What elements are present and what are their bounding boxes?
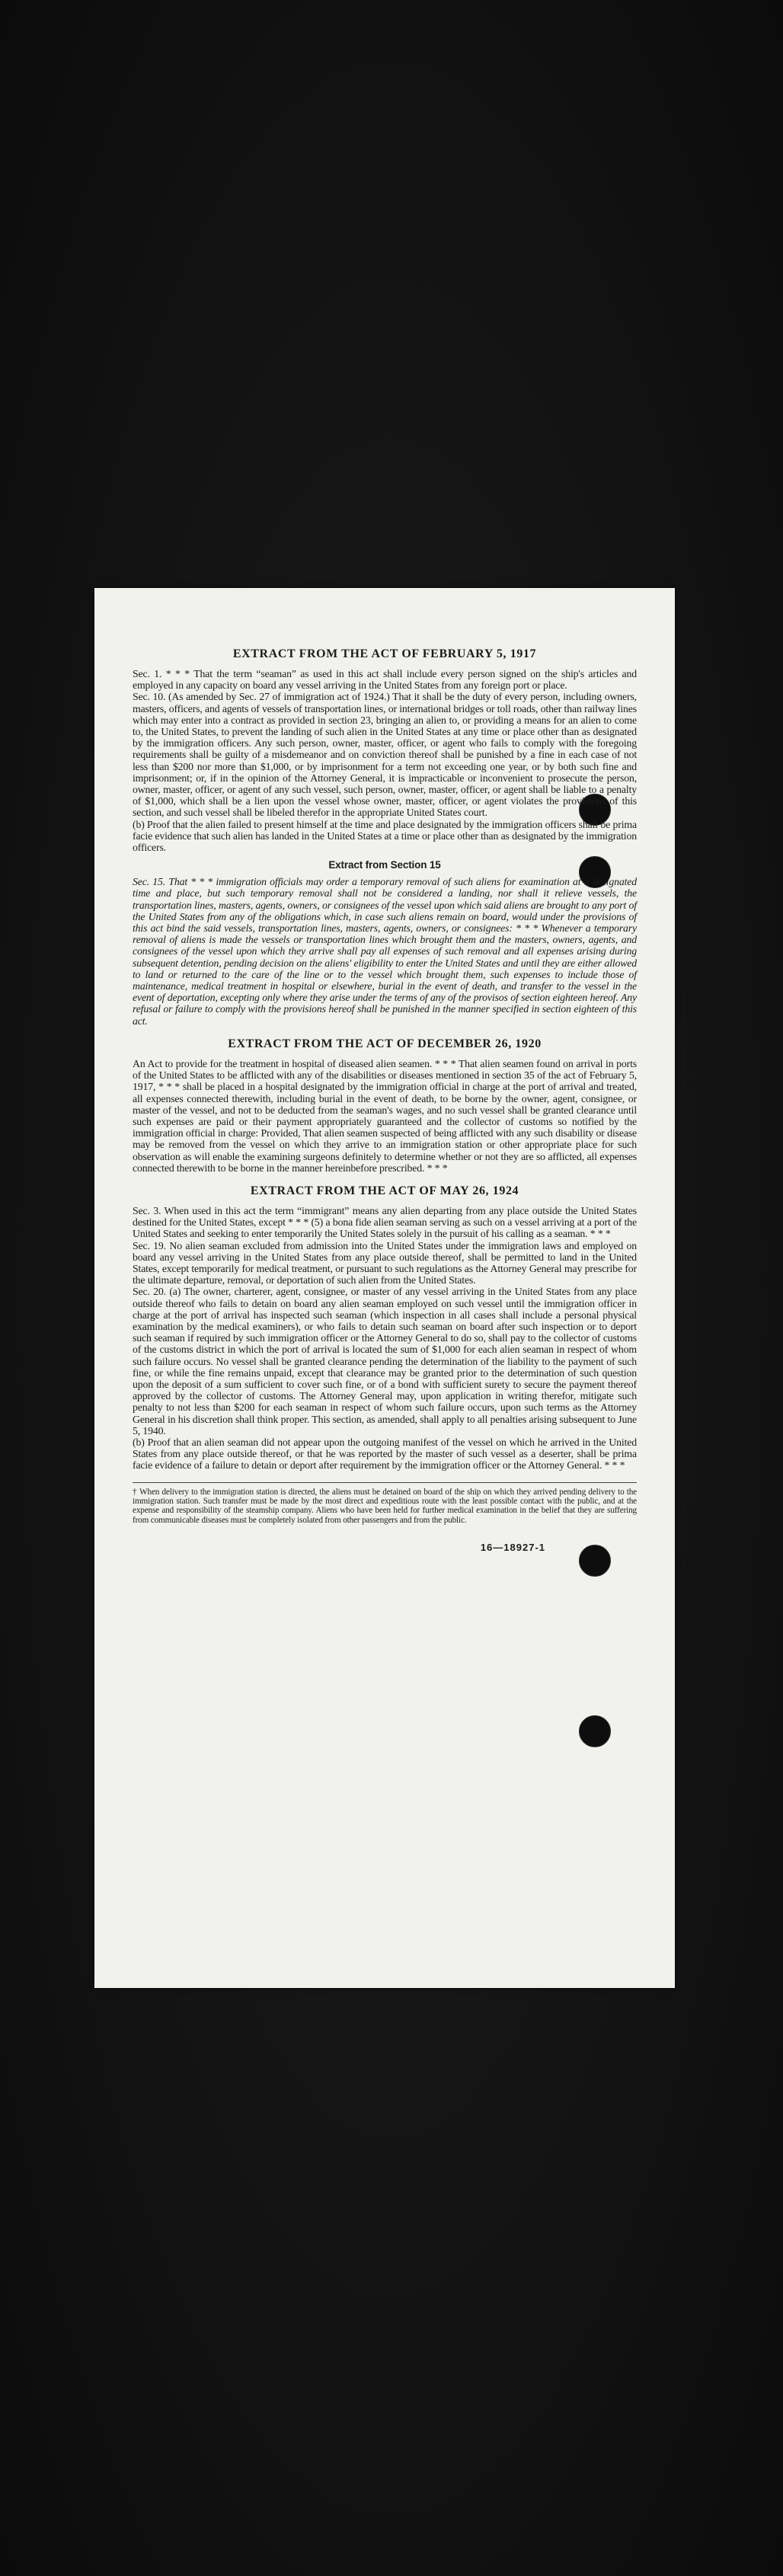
paragraph-sec-1: Sec. 1. * * * That the term “seaman” as used in this act shall include every person signed on the ship's articles and employed in any capacity on board any vessel arriving in the United States from any foreign port or place. — [133, 668, 637, 692]
document-body — [133, 647, 637, 1553]
footnote: † When delivery to the immigration station is directed, the aliens must be detained on board of the ship on which they arrived pending delivery to the immigration station. Such transfer must be made by the most direct and expeditious route with the least possible contact with the public, and at the expense and responsibility of the steamship company. Aliens who have been held for further medical examination in the belief that they are suffering from communicable diseases must be completely isolated from other passengers and from the public. — [133, 1482, 637, 1526]
paragraph-sec-20-b: (b) Proof that an alien seaman did not appear upon the outgoing manifest of the vessel on which he arrived in the United States from any place outside thereof, or that he was reported by the master of such vessel as a deserter, shall be prima facie evidence of a failure to detain or deport after requirement by the immigration officer or the Attorney General. * * * — [133, 1436, 637, 1472]
paragraph-sec-20: Sec. 20. (a) The owner, charterer, agent, consignee, or master of any vessel arriving in the United States from any place outside thereof who fails to detain on board any alien seaman employed on such vessel until the immigration officer in charge at the port of arrival has inspected such seaman (which inspection in all cases shall include a personal physical examination by the medical examiners), or who fails to detain such seaman on board after such inspection or to deport such seaman if required by such immigration officer or the Attorney General to do so, shall pay to the collector of customs of the customs district in which the port of arrival is located the sum of $1,000 for each alien seaman in respect of whom such failure occurs. No vessel shall be granted clearance pending the determination of the liability to the payment of such fine, or while the fine remains unpaid, except that clearance may be granted prior to the determination of such question upon the deposit of a sum sufficient to cover such fine, or of a bond with sufficient surety to secure the payment thereof approved by the collector of customs. The Attorney General may, upon application in writing therefor, mitigate such penalty to not less than $200 for each seaman in respect of whom such failure occurs, upon such terms as the Attorney General in his discretion shall think proper. This section, as amended, shall apply to all penalties arising subsequent to June 5, 1940. — [133, 1286, 637, 1437]
paragraph-sec-10: Sec. 10. (As amended by Sec. 27 of immigration act of 1924.) That it shall be the duty of every person, including owners, masters, officers, and agents of vessels of transportation lines, or international bridges or toll roads, other than railway lines which may enter into a contract as provided in section 23, bringing an alien to, or providing a means for an alien to come to, the United States, to prevent the landing of such alien in the United States at any time or place other than as designated by the immigration officers. Any such person, owner, master, officer, or agent who fails to comply with the foregoing requirements shall be guilty of a misdemeanor and on conviction thereof shall be punished by a fine in each case of not less than $200 nor more than $1,000, or by imprisonment for a term not exceeding one year, or by both such fine and imprisonment; or, if in the opinion of the Attorney General, it is impracticable or inconvenient to prosecute the person, owner, master, officer, or agent of any such vessel, such person, owner, master, officer, or agent shall be liable to a penalty of $1,000, which shall be a lien upon the vessel whose owner, master, officer, or agent violates the provisions of this section, and such vessel shall be libeled therefor in the appropriate United States court. — [133, 691, 637, 819]
paragraph-act-1920: An Act to provide for the treatment in hospital of diseased alien seamen. * * * That alien seamen found on arrival in ports of the United States to be afflicted with any of the disabilities or diseases mentioned in section 35 of the act of February 5, 1917, * * * shall be placed in a hospital designated by the immigration official in charge at the port of arrival and treated, all expenses connected therewith, including burial in the event of death, to be borne by the owner, agent, consignee, or master of the vessel, and not to be deducted from the seaman's wages, and no such vessel shall be granted clearance until such expenses are paid or their payment appropriately guaranteed and the collector of customs so notified by the immigration official in charge: Provided, That alien seamen suspected of being afflicted with any such disability or disease may be removed from the vessel on which they arrive to an immigration station or other appropriate place for such observation as will enable the examining surgeons definitely to determine whether or not they are so afflicted, all expenses connected therewith to be borne in the manner hereinbefore prescribed. * * * — [133, 1057, 637, 1174]
heading-act-1920: EXTRACT FROM THE ACT OF DECEMBER 26, 1920 — [228, 1037, 542, 1050]
section-act-1920 — [133, 1037, 637, 1174]
paragraph-sec-3: Sec. 3. When used in this act the term “immigrant” means any alien departing from any place outside the United States destined for the United States, except * * * (5) a bona fide alien seaman serving as such on a vessel arriving at a port of the United States and seeking to enter temporarily the United States solely in the pursuit of his calling as a seaman. * * * — [133, 1204, 637, 1240]
section-act-1924 — [133, 1184, 637, 1472]
heading-act-1917: EXTRACT FROM THE ACT OF FEBRUARY 5, 1917 — [232, 647, 537, 660]
paragraph-sec-19: Sec. 19. No alien seaman excluded from admission into the United States under the immigration laws and employed on board any vessel arriving in the United States from any place outside thereof, shall be permitted to land in the United States, except temporarily for medical treatment, or pursuant to such regulations as the Attorney General may prescribe for the ultimate departure, removal, or deportation of such alien from the United States. — [133, 1239, 637, 1286]
paragraph-sec-10-b: (b) Proof that the alien failed to present himself at the time and place designated by the immigration officers shall be prima facie evidence that such alien has landed in the United States at a time or place other than as designated by the immigration officers. — [133, 818, 637, 854]
punch-hole — [579, 1715, 611, 1747]
section-act-1917 — [133, 647, 637, 1027]
document-number: 16—18927-1 — [480, 1542, 545, 1554]
document-sheet — [94, 588, 675, 1988]
heading-act-1924: EXTRACT FROM THE ACT OF MAY 26, 1924 — [250, 1184, 519, 1197]
paragraph-sec-15: Sec. 15. That * * * immigration officials may order a temporary removal of such aliens for examination at a designated time and place, but such temporary removal shall not be considered a landing, nor shall it relieve vessels, the transportation lines, masters, agents, owners, or consignees of the vessel upon which said aliens are brought to any port of the United States from any of the obligations which, in case such aliens remain on board, would under the provisions of this act bind the said vessels, transportation lines, masters, agents, owners, or consignees: * * * Whenever a temporary removal of aliens is made the vessels or transportation lines which brought them and the masters, owners, agents, and consignees of the vessel upon which they arrive shall pay all expenses of such removal and all expenses arising during subsequent detention, pending decision on the aliens' eligibility to enter the United States and until they are either allowed to land or returned to the care of the line or to the vessel which brought them, such expenses to include those of maintenance, medical treatment in hospital or elsewhere, burial in the event of death, and transfer to the vessel in the event of deportation, excepting only where they arise under the terms of any of the provisos of section eighteen hereof. Any refusal or failure to comply with the provisions hereof shall be punished in the manner specified in section eighteen of this act. — [133, 876, 637, 1027]
heading-section-15: Extract from Section 15 — [328, 859, 441, 871]
